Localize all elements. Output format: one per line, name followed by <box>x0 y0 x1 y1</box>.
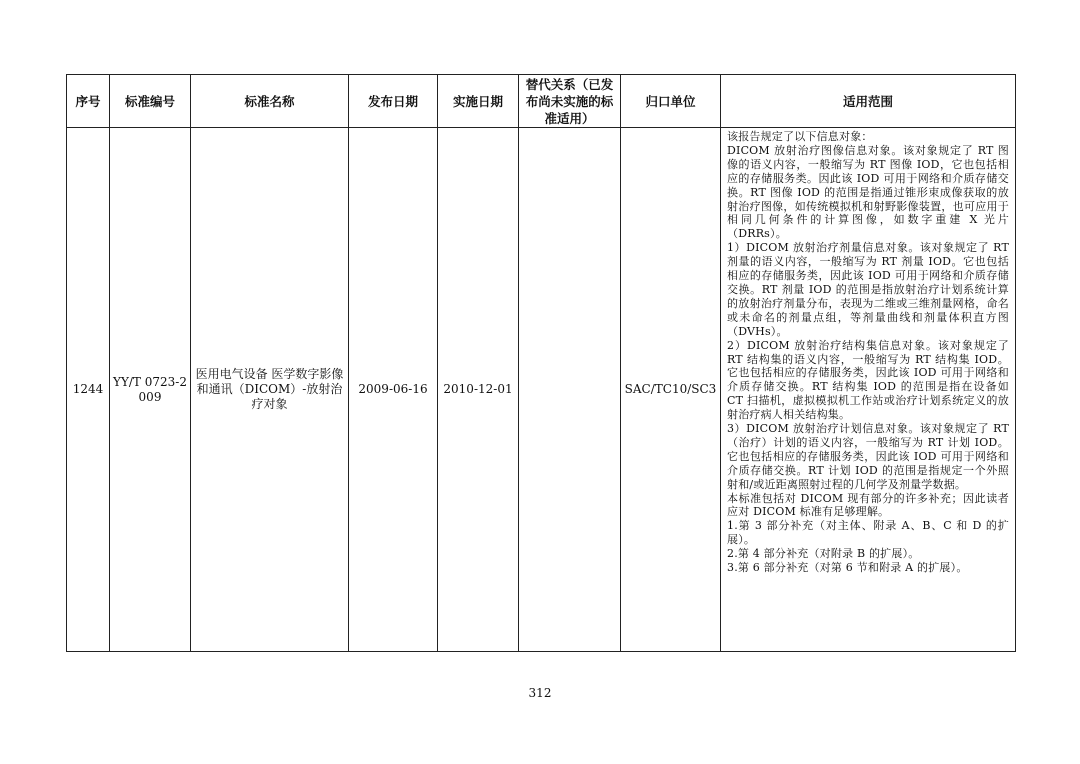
scope-paragraph: 1.第 3 部分补充（对主体、附录 A、B、C 和 D 的扩展）。 <box>727 519 1009 547</box>
header-replacement <box>519 75 621 128</box>
scope-paragraph: 3.第 6 部分补充（对第 6 节和附录 A 的扩展）。 <box>727 561 968 575</box>
cell-name-text: 医用电气设备 医学数字影像和通讯（DICOM）-放射治疗对象 <box>195 367 344 411</box>
cell-seq: 1244 <box>67 128 110 652</box>
scope-paragraph: 本标准包括对 DICOM 现有部分的许多补充；因此读者应对 DICOM 标准有足够理解。 <box>727 491 1009 519</box>
cell-scope <box>721 128 1016 652</box>
scope-paragraph: 2.第 4 部分补充（对附录 B 的扩展）。 <box>727 547 920 561</box>
header-code: 标准编号 <box>110 75 191 128</box>
page-number: 312 <box>528 686 552 700</box>
header-seq: 序号 <box>67 75 110 128</box>
scope-paragraph: 该报告规定了以下信息对象： <box>727 130 873 143</box>
cell-effective-date: 2010-12-01 <box>438 128 519 652</box>
header-scope: 适用范围 <box>721 75 1016 128</box>
cell-authority-text: SAC/TC10/SC3 <box>624 382 717 396</box>
cell-code <box>110 128 191 652</box>
header-publish-date: 发布日期 <box>349 75 438 128</box>
header-replacement-label: 替代关系（已发布尚未实施的标准适用） <box>525 76 614 126</box>
standards-table <box>66 74 1016 652</box>
header-row <box>67 75 1016 128</box>
header-effective-date: 实施日期 <box>438 75 519 128</box>
cell-publish-date: 2009-06-16 <box>349 128 438 652</box>
cell-name <box>191 128 349 652</box>
table-row <box>67 128 1016 652</box>
cell-authority <box>621 128 721 652</box>
scope-paragraph: 1）DICOM 放射治疗剂量信息对象。该对象规定了 RT 剂量的语义内容，一般缩写为 RT 剂量 IOD。它也包括相应的存储服务类，因此该 IOD 可用于网络和介质存储交换。RT 剂量 IOD 的范围是指放射治疗计划系统计算的放射治疗剂量分布，表现为二维或三维剂量网格，命名或未命名的剂量点组，等剂量曲线和剂量体积直方图（DVHs）。 <box>727 241 1009 338</box>
header-authority: 归口单位 <box>621 75 721 128</box>
scope-paragraph: 3）DICOM 放射治疗计划信息对象。该对象规定了 RT（治疗）计划的语义内容，一般缩写为 RT 计划 IOD。它也包括相应的存储服务类，因此该 IOD 可用于网络和介质存储交换。RT 计划 IOD 的范围是指规定一个外照射和/或近距离照射过程的几何学及剂量学数据。 <box>727 422 1009 491</box>
cell-replacement <box>519 128 621 652</box>
cell-code-text: YY/T 0723-2009 <box>113 374 187 404</box>
header-name: 标准名称 <box>191 75 349 128</box>
scope-paragraph: 2）DICOM 放射治疗结构集信息对象。该对象规定了 RT 结构集的语义内容，一般缩写为 RT 结构集 IOD。它也包括相应的存储服务类，因此该 IOD 可用于网络和介质存储交换。RT 结构集 IOD 的范围是指在设备如 CT 扫描机，虚拟模拟机工作站或治疗计划系统定义的放射治疗病人相关结构集。 <box>727 338 1009 422</box>
scope-paragraph: DICOM 放射治疗图像信息对象。该对象规定了 RT 图像的语义内容，一般缩写为 RT 图像 IOD，它也包括相应的存储服务类。因此该 IOD 可用于网络和介质存储交换。RT 图像 IOD 的范围是指通过锥形束成像获取的放射治疗图像，如传统模拟机和射野影像装置，也可应用于相同几何条件的计算图像，如数字重建 X 光片（DRRs）。 <box>727 143 1009 241</box>
